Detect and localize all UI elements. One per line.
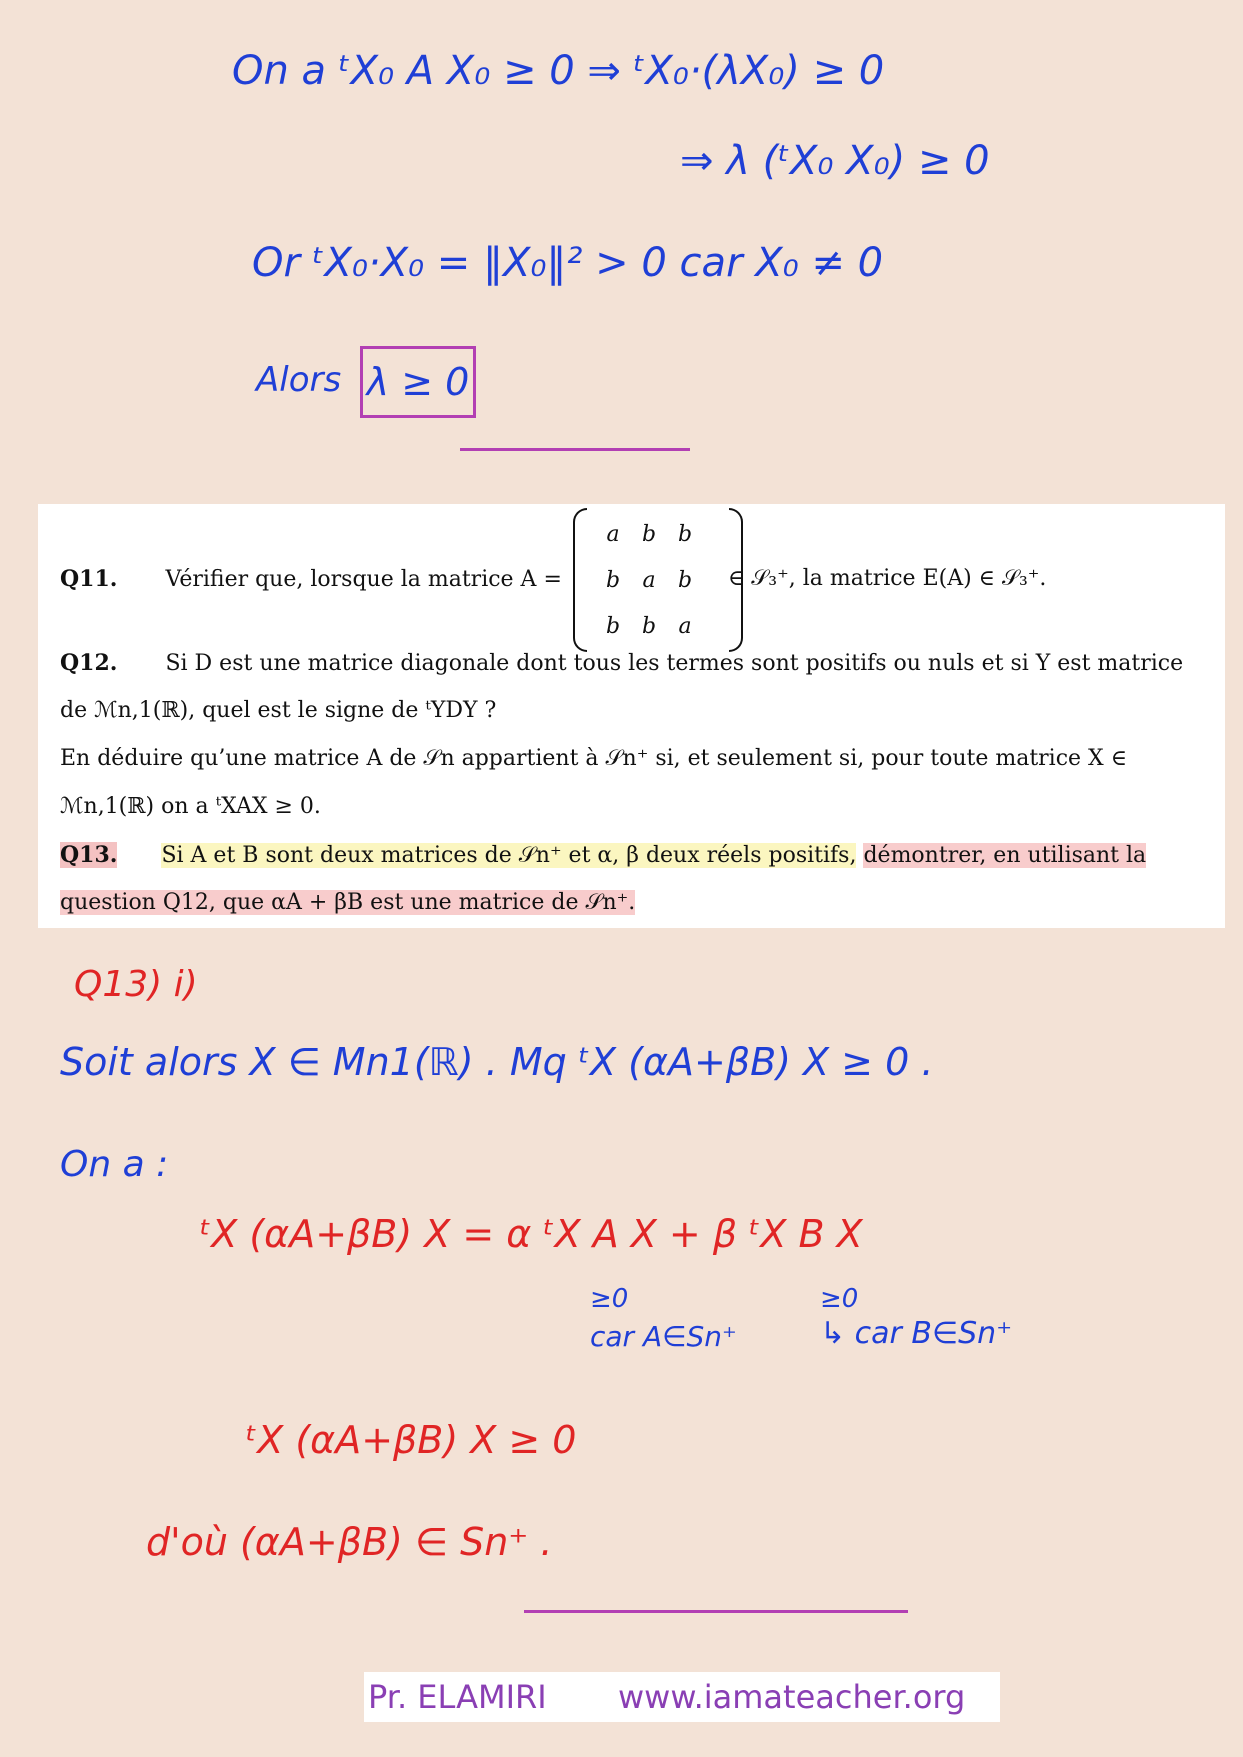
- handwritten-line-1: On a ᵗX₀ A X₀ ≥ 0 ⇒ ᵗX₀·(λX₀) ≥ 0: [232, 48, 885, 94]
- boxed-conclusion: λ ≥ 0: [360, 346, 476, 418]
- matrix-cell: a: [642, 568, 656, 593]
- q13-part-3: question Q12, que αA + βB est une matrice de 𝒮n⁺.: [60, 890, 636, 915]
- handwritten-note-left-2: car A∈Sn⁺: [590, 1320, 737, 1353]
- q13-line-2: [60, 890, 635, 915]
- divider-top: [460, 448, 690, 451]
- handwritten-note-right-1: ≥0: [820, 1284, 859, 1314]
- q13-label: Q13.: [60, 842, 118, 868]
- q12-line-2: de ℳn,1(ℝ), quel est le signe de ᵗYDY ?: [60, 698, 497, 723]
- footer-author: Pr. ELAMIRI: [368, 1678, 547, 1716]
- q11-text-after: ∈ 𝒮₃⁺, la matrice E(A) ∈ 𝒮₃⁺.: [728, 566, 1047, 591]
- matrix-a: [573, 508, 743, 652]
- q13-line-1: [60, 842, 1146, 868]
- q12-text-1: Si D est une matrice diagonale dont tous les termes sont positifs ou nuls et si Y est matrice: [165, 651, 1184, 676]
- q13-part-2: démontrer, en utilisant la: [863, 843, 1147, 868]
- matrix-cell: b: [641, 614, 657, 639]
- matrix-left-bracket: [573, 508, 587, 652]
- footer-banner: [364, 1672, 1000, 1722]
- matrix-cell: b: [677, 568, 693, 593]
- handwritten-note-left-1: ≥0: [590, 1284, 629, 1314]
- q12-line-1: [60, 650, 1183, 676]
- handwritten-conclusion: d'où (αA+βB) ∈ Sn⁺ .: [146, 1520, 553, 1564]
- footer-website: www.iamateacher.org: [618, 1678, 966, 1716]
- handwritten-note-right-2: ↳ car B∈Sn⁺: [820, 1316, 1013, 1351]
- matrix-cell: b: [641, 522, 657, 547]
- q13-part-1: Si A et B sont deux matrices de 𝒮n⁺ et α, β deux réels positifs,: [161, 843, 857, 868]
- matrix-cell: b: [605, 614, 621, 639]
- q11-text-before: Vérifier que, lorsque la matrice A =: [165, 567, 562, 592]
- handwritten-on-a: On a :: [60, 1144, 169, 1185]
- handwritten-line-3: Or ᵗX₀·X₀ = ‖X₀‖² > 0 car X₀ ≠ 0: [252, 240, 884, 286]
- matrix-cell: a: [606, 522, 620, 547]
- handwritten-equation-left: ᵗX (αA+βB) X = α ᵗX A X + β ᵗX B X: [200, 1212, 863, 1256]
- q11-line: [60, 566, 562, 592]
- matrix-cell: b: [677, 522, 693, 547]
- q12-label: Q12.: [60, 650, 118, 676]
- handwritten-soit-line: Soit alors X ∈ Mn1(ℝ) . Mq ᵗX (αA+βB) X ≥ 0 .: [60, 1040, 934, 1084]
- handwritten-line-2: ⇒ λ (ᵗX₀ X₀) ≥ 0: [680, 138, 990, 184]
- divider-bottom: [524, 1610, 908, 1613]
- matrix-cell: a: [678, 614, 692, 639]
- handwritten-q13-header: Q13) i): [74, 964, 198, 1005]
- q11-label: Q11.: [60, 566, 118, 592]
- q12-line-3: En déduire qu’une matrice A de 𝒮n appartient à 𝒮n⁺ si, et seulement si, pour toute matrice X ∈: [60, 746, 1127, 771]
- handwritten-alors: Alors: [256, 360, 342, 400]
- matrix-cell: b: [605, 568, 621, 593]
- exam-questions-panel: [38, 504, 1225, 928]
- q12-line-4: ℳn,1(ℝ) on a ᵗXAX ≥ 0.: [60, 794, 321, 819]
- handwritten-result: ᵗX (αA+βB) X ≥ 0: [246, 1418, 577, 1462]
